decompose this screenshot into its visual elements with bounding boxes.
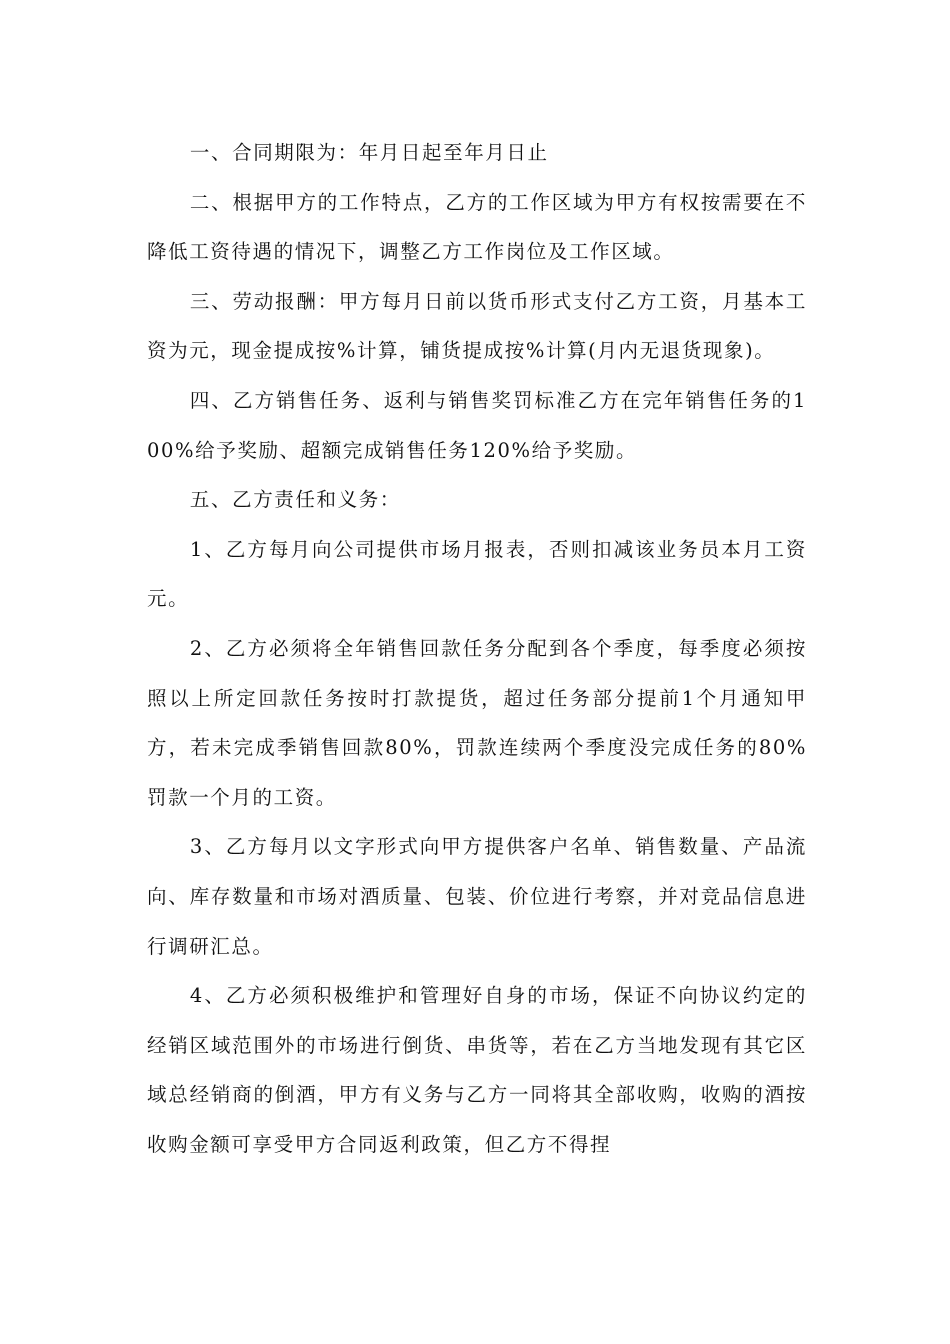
paragraph-work-area: 二、根据甲方的工作特点，乙方的工作区域为甲方有权按需要在不降低工资待遇的情况下，调整乙方工作岗位及工作区域。 — [147, 190, 807, 264]
paragraph-remuneration: 三、劳动报酬：甲方每月日前以货币形式支付乙方工资，月基本工资为元，现金提成按%计算，铺货提成按%计算(月内无退货现象)。 — [147, 289, 807, 363]
document-body — [147, 128, 807, 1169]
paragraph-duties-heading: 五、乙方责任和义务： — [189, 488, 401, 512]
paragraph-duty-2: 2、乙方必须将全年销售回款任务分配到各个季度，每季度必须按照以上所定回款任务按时打款提货，超过任务部分提前1个月通知甲方，若未完成季销售回款80%，罚款连续两个季度没完成任务的80%罚款一个月的工资。 — [147, 636, 807, 809]
paragraph-duty-1: 1、乙方每月向公司提供市场月报表，否则扣减该业务员本月工资元。 — [147, 537, 807, 611]
paragraph-sales-tasks: 四、乙方销售任务、返利与销售奖罚标准乙方在完年销售任务的100%给予奖励、超额完成销售任务120%给予奖励。 — [147, 388, 807, 462]
paragraph-duty-4: 4、乙方必须积极维护和管理好自身的市场，保证不向协议约定的经销区域范围外的市场进行倒货、串货等，若在乙方当地发现有其它区域总经销商的倒酒，甲方有义务与乙方一同将其全部收购，收购的酒按收购金额可享受甲方合同返利政策，但乙方不得捏 — [147, 984, 807, 1156]
paragraph-duty-3: 3、乙方每月以文字形式向甲方提供客户名单、销售数量、产品流向、库存数量和市场对酒质量、包装、价位进行考察，并对竞品信息进行调研汇总。 — [147, 835, 807, 958]
paragraph-contract-term: 一、合同期限为：年月日起至年月日止 — [189, 141, 549, 164]
